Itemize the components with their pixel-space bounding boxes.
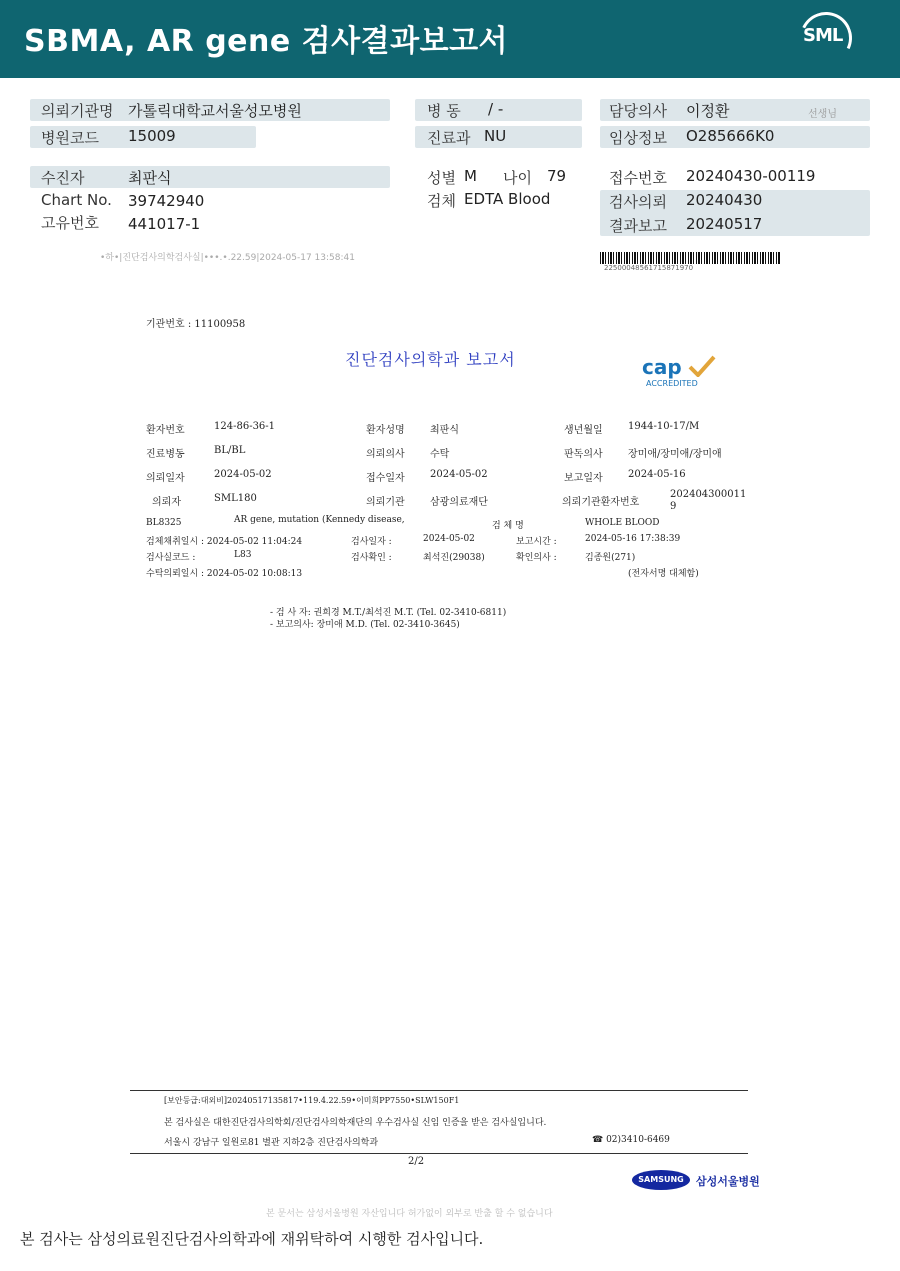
confirm-doctor-value: 김종원(271): [585, 553, 636, 563]
address-line: 서울시 강남구 일원로81 별관 지하2층 진단검사의학과: [164, 1138, 379, 1148]
patient-label: 수진자: [41, 169, 85, 187]
confirm-doctor-label: 확인의사 :: [516, 553, 557, 563]
test-confirm-label: 검사확인 :: [351, 553, 392, 563]
collection-datetime: 검체채취일시 : 2024-05-02 11:04:24: [146, 537, 303, 547]
hospital-code-value: 15009: [128, 127, 176, 145]
report-time-value: 2024-05-16 17:38:39: [585, 534, 681, 544]
report-time-label: 보고시간 :: [516, 537, 557, 547]
grid-r3-c6: 2024-05-16: [628, 469, 686, 480]
grid-r3-c1: 의뢰일자: [146, 473, 185, 484]
grid-r4-c1: 의뢰자: [152, 497, 181, 508]
grid-r4-c3: 의뢰기관: [366, 497, 405, 508]
specimen-value: EDTA Blood: [464, 190, 551, 208]
cap-accredited-text: ACCREDITED: [646, 379, 698, 388]
consign-datetime: 수탁의뢰일시 : 2024-05-02 10:08:13: [146, 569, 303, 579]
clinical-value: O285666K0: [686, 127, 775, 145]
barcode: [600, 252, 780, 264]
age-label: 나이: [503, 169, 532, 187]
tester-line: - 검 사 자: 권희경 M.T./최석진 M.T. (Tel. 02-3410-6811): [270, 608, 507, 618]
footer-divider-top: [130, 1090, 748, 1091]
sex-value: M: [464, 167, 477, 185]
chart-label: Chart No.: [41, 191, 112, 209]
grid-r1-c4: 최판식: [430, 425, 459, 436]
department-value: NU: [484, 127, 507, 145]
grid-r2-c3: 의뢰의사: [366, 449, 405, 460]
patient-value: 최판식: [128, 169, 172, 187]
grid-r2-c4: 수탁: [430, 449, 450, 460]
sex-label: 성별: [427, 169, 456, 187]
ward-value: / -: [488, 100, 504, 118]
org-number: 기관번호 : 11100958: [146, 319, 246, 330]
reporting-doctor-line: - 보고의사: 장미애 M.D. (Tel. 02-3410-3645): [270, 620, 460, 630]
hospital-name: 삼성서울병원: [696, 1175, 760, 1188]
grid-r4-c5: 의뢰기관환자번호: [562, 497, 640, 508]
doctor-suffix: 선생님: [808, 109, 837, 120]
ward-label: 병 동: [427, 102, 461, 120]
embedded-report-title: 진단검사의학과 보고서: [345, 350, 516, 369]
institution-value: 가톨릭대학교서울성모병원: [128, 102, 302, 120]
barcode-number: 22500048561715871970: [604, 264, 694, 272]
test-code: BL8325: [146, 518, 182, 528]
checkmark-icon: [688, 355, 716, 377]
hospital-code-label: 병원코드: [41, 129, 99, 147]
chart-value: 39742940: [128, 192, 205, 210]
grid-r3-c4: 2024-05-02: [430, 469, 488, 480]
cap-accredited-logo: [640, 355, 730, 395]
grid-r1-c6: 1944-10-17/M: [628, 421, 700, 432]
grid-r4-c6: 202404300011: [670, 489, 747, 500]
receipt-value: 20240430-00119: [686, 167, 816, 185]
grid-r2-c1: 진료병동: [146, 449, 185, 460]
test-name: AR gene, mutation (Kennedy disease,: [234, 515, 405, 525]
institution-label: 의뢰기관명: [41, 102, 114, 120]
print-stamp-line: •하•|진단검사의학검사실|•••.•.22.59|2024-05-17 13:58:41: [100, 253, 355, 263]
specimen-name-value: WHOLE BLOOD: [585, 518, 660, 528]
grid-r3-c2: 2024-05-02: [214, 469, 272, 480]
grid-r2-c2: BL/BL: [214, 445, 246, 456]
doctor-value: 이정환: [686, 102, 730, 120]
page-number: 2/2: [408, 1156, 425, 1167]
sml-logo: [800, 12, 852, 64]
security-line: [보안등급:대외비]20240517135817•119.4.22.59•이미희PP7550•SLW150F1: [164, 1096, 460, 1105]
specimen-label: 검체: [427, 192, 456, 210]
samsung-logo: SAMSUNG: [632, 1170, 690, 1190]
test-confirm-value: 최석진(29038): [423, 553, 485, 563]
e-signature-note: (전자서명 대체함): [628, 569, 699, 579]
header-bar: [0, 0, 900, 78]
accreditation-line: 본 검사실은 대한진단검사의학회/진단검사의학재단의 우수검사실 신임 인증을 받은 검사실입니다.: [164, 1118, 547, 1128]
grid-r1-c3: 환자성명: [366, 425, 405, 436]
clinical-label: 임상정보: [609, 129, 667, 147]
department-label: 진료과: [427, 129, 471, 147]
logo-text: SML: [803, 25, 843, 46]
receipt-label: 접수번호: [609, 169, 667, 187]
doctor-label: 담당의사: [609, 102, 667, 120]
request-value: 20240430: [686, 191, 763, 209]
test-date-label: 검사일자 :: [351, 537, 392, 547]
grid-r3-c5: 보고일자: [564, 473, 603, 484]
phone-line: ☎ 02)3410-6469: [592, 1135, 670, 1145]
grid-r3-c3: 접수일자: [366, 473, 405, 484]
unique-label: 고유번호: [41, 214, 99, 232]
cap-word: cap: [642, 355, 682, 379]
report-title: SBMA, AR gene 검사결과보고서: [24, 24, 509, 59]
grid-r4-c2: SML180: [214, 493, 257, 504]
age-value: 79: [547, 167, 567, 185]
grid-r1-c2: 124-86-36-1: [214, 421, 276, 432]
confidential-note: 본 문서는 삼성서울병원 자산입니다 허가없이 외부로 반출 할 수 없습니다: [266, 1209, 553, 1219]
reconsignment-note: 본 검사는 삼성의료원진단검사의학과에 재위탁하여 시행한 검사입니다.: [20, 1230, 484, 1248]
grid-r1-c1: 환자번호: [146, 425, 185, 436]
grid-r4-c6-wrap: 9: [670, 501, 677, 512]
report-label: 결과보고: [609, 217, 667, 235]
grid-r2-c5: 판독의사: [564, 449, 603, 460]
footer-divider-bottom: [130, 1153, 748, 1154]
lab-code-value: L83: [234, 550, 252, 560]
grid-r2-c6: 장미애/장미애/장미애: [628, 449, 722, 460]
unique-value: 441017-1: [128, 215, 201, 233]
grid-r1-c5: 생년월일: [564, 425, 603, 436]
request-label: 검사의뢰: [609, 193, 667, 211]
lab-code-label: 검사실코드 :: [146, 553, 196, 563]
specimen-name-label: 검 체 명: [492, 521, 524, 531]
report-value: 20240517: [686, 215, 763, 233]
grid-r4-c4: 삼광의료재단: [430, 497, 488, 508]
test-date-value: 2024-05-02: [423, 534, 475, 544]
